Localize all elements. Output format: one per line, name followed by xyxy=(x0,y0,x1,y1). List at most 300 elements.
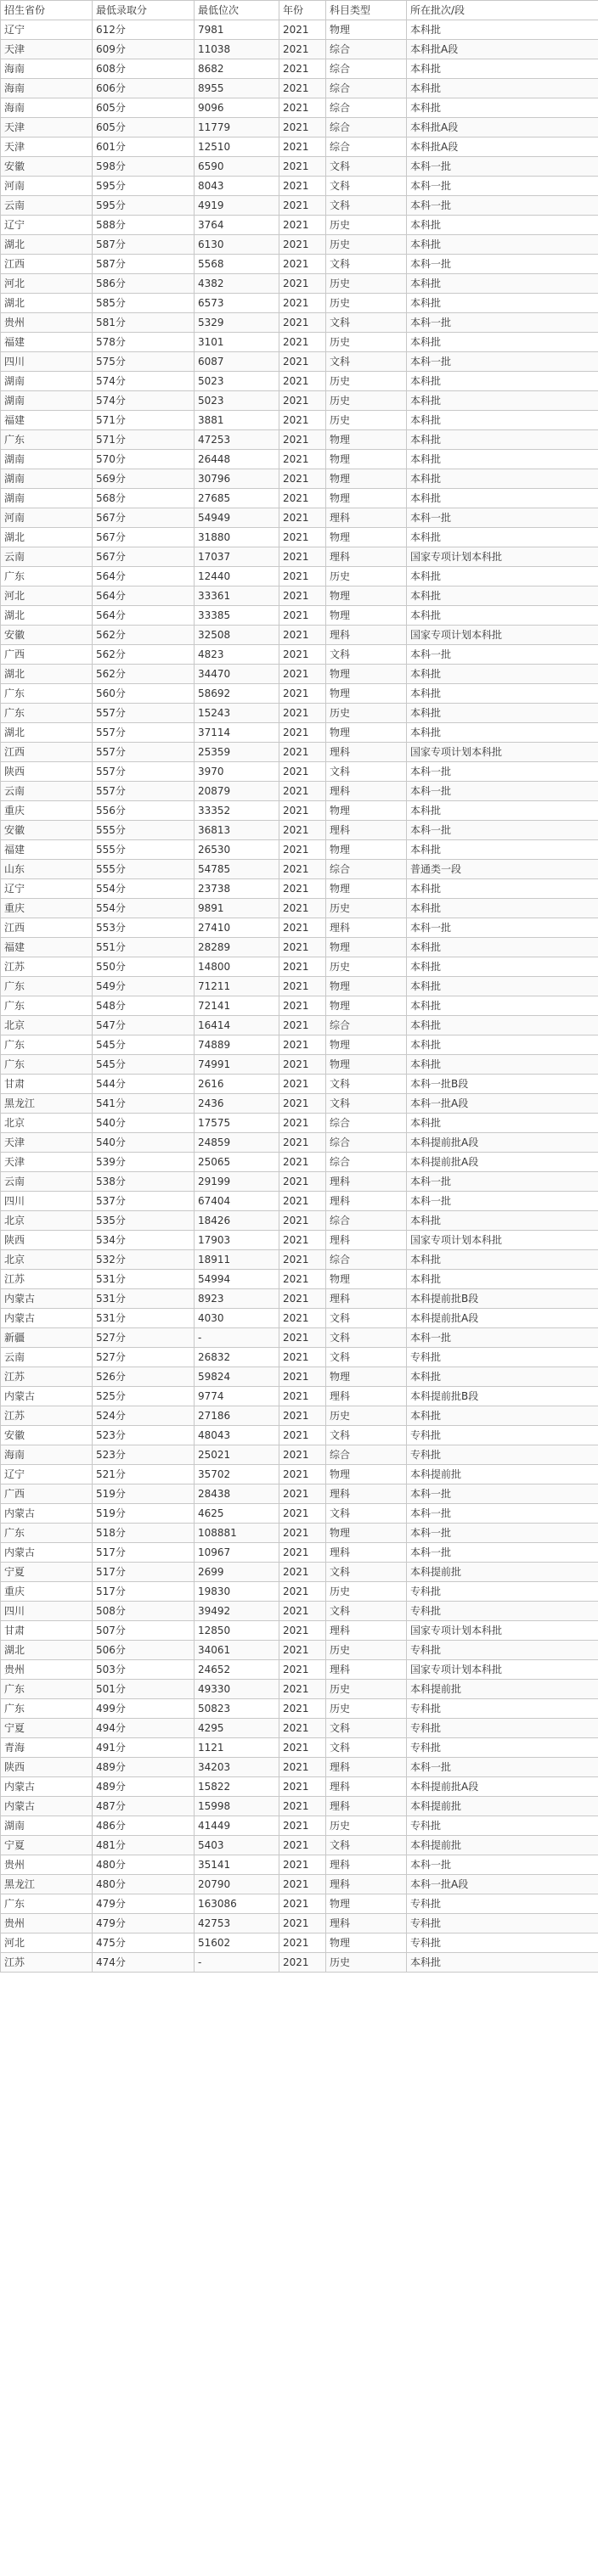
cell-min-rank: 24652 xyxy=(195,1660,279,1680)
cell-min-rank: 71211 xyxy=(195,977,279,996)
cell-batch: 专科批 xyxy=(407,1641,598,1660)
cell-batch: 本科提前批 xyxy=(407,1465,598,1484)
cell-batch: 本科一批 xyxy=(407,313,598,333)
cell-subject-type: 文科 xyxy=(326,762,407,782)
cell-province: 安徽 xyxy=(1,1426,93,1445)
cell-min-score: 527分 xyxy=(93,1348,195,1367)
cell-batch: 本科批 xyxy=(407,801,598,821)
table-row xyxy=(1,216,598,235)
cell-subject-type: 文科 xyxy=(326,1563,407,1582)
cell-min-score: 508分 xyxy=(93,1602,195,1621)
cell-year: 2021 xyxy=(279,645,326,665)
cell-subject-type: 文科 xyxy=(326,645,407,665)
cell-min-rank: 4625 xyxy=(195,1504,279,1524)
cell-min-score: 557分 xyxy=(93,782,195,801)
cell-year: 2021 xyxy=(279,821,326,840)
table-row xyxy=(1,1855,598,1875)
cell-min-rank: 3764 xyxy=(195,216,279,235)
cell-min-score: 506分 xyxy=(93,1641,195,1660)
table-row xyxy=(1,1875,598,1894)
table-row xyxy=(1,137,598,157)
cell-subject-type: 综合 xyxy=(326,137,407,157)
cell-subject-type: 历史 xyxy=(326,567,407,586)
cell-min-score: 531分 xyxy=(93,1309,195,1328)
cell-subject-type: 物理 xyxy=(326,450,407,469)
cell-min-rank: 58692 xyxy=(195,684,279,704)
cell-min-rank: 15998 xyxy=(195,1797,279,1816)
cell-year: 2021 xyxy=(279,1563,326,1582)
cell-batch: 国家专项计划本科批 xyxy=(407,743,598,762)
table-row xyxy=(1,177,598,196)
cell-year: 2021 xyxy=(279,1035,326,1055)
cell-year: 2021 xyxy=(279,40,326,59)
cell-subject-type: 物理 xyxy=(326,879,407,899)
cell-min-rank: 9774 xyxy=(195,1387,279,1406)
cell-min-rank: 27186 xyxy=(195,1406,279,1426)
cell-min-rank: 74991 xyxy=(195,1055,279,1075)
cell-subject-type: 物理 xyxy=(326,977,407,996)
cell-year: 2021 xyxy=(279,450,326,469)
cell-min-score: 532分 xyxy=(93,1250,195,1270)
cell-min-rank: 33385 xyxy=(195,606,279,626)
cell-year: 2021 xyxy=(279,879,326,899)
cell-batch: 本科批 xyxy=(407,20,598,40)
cell-min-rank: 27685 xyxy=(195,489,279,508)
cell-min-score: 486分 xyxy=(93,1816,195,1836)
table-row xyxy=(1,606,598,626)
cell-year: 2021 xyxy=(279,20,326,40)
cell-province: 湖南 xyxy=(1,450,93,469)
cell-subject-type: 历史 xyxy=(326,235,407,255)
cell-year: 2021 xyxy=(279,1289,326,1309)
cell-batch: 本科提前批 xyxy=(407,1836,598,1855)
cell-province: 辽宁 xyxy=(1,1465,93,1484)
table-header-row xyxy=(1,1,598,20)
cell-subject-type: 历史 xyxy=(326,1406,407,1426)
cell-batch: 本科一批 xyxy=(407,1192,598,1211)
table-row xyxy=(1,1777,598,1797)
table-row xyxy=(1,1172,598,1192)
cell-subject-type: 物理 xyxy=(326,1035,407,1055)
table-row xyxy=(1,1075,598,1094)
cell-province: 北京 xyxy=(1,1211,93,1231)
cell-year: 2021 xyxy=(279,1367,326,1387)
cell-min-score: 540分 xyxy=(93,1114,195,1133)
cell-min-score: 581分 xyxy=(93,313,195,333)
cell-batch: 国家专项计划本科批 xyxy=(407,1231,598,1250)
cell-min-rank: 2699 xyxy=(195,1563,279,1582)
cell-min-rank: 3881 xyxy=(195,411,279,430)
cell-province: 安徽 xyxy=(1,626,93,645)
cell-min-rank: - xyxy=(195,1328,279,1348)
cell-year: 2021 xyxy=(279,1114,326,1133)
cell-min-score: 503分 xyxy=(93,1660,195,1680)
table-row xyxy=(1,586,598,606)
table-row xyxy=(1,1738,598,1758)
cell-min-score: 557分 xyxy=(93,723,195,743)
table-row xyxy=(1,1699,598,1719)
cell-subject-type: 理科 xyxy=(326,1758,407,1777)
cell-subject-type: 文科 xyxy=(326,1504,407,1524)
cell-batch: 本科批 xyxy=(407,704,598,723)
table-row xyxy=(1,567,598,586)
cell-min-score: 550分 xyxy=(93,957,195,977)
cell-batch: 本科批 xyxy=(407,1270,598,1289)
table-row xyxy=(1,98,598,118)
cell-year: 2021 xyxy=(279,528,326,547)
cell-min-rank: 12510 xyxy=(195,137,279,157)
cell-batch: 本科批 xyxy=(407,957,598,977)
cell-batch: 国家专项计划本科批 xyxy=(407,1621,598,1641)
cell-year: 2021 xyxy=(279,98,326,118)
cell-subject-type: 物理 xyxy=(326,840,407,860)
cell-batch: 本科批 xyxy=(407,1953,598,1973)
cell-min-rank: 12440 xyxy=(195,567,279,586)
cell-min-score: 545分 xyxy=(93,1055,195,1075)
cell-subject-type: 历史 xyxy=(326,1582,407,1602)
table-row xyxy=(1,1114,598,1133)
cell-subject-type: 物理 xyxy=(326,1894,407,1914)
cell-subject-type: 理科 xyxy=(326,782,407,801)
cell-subject-type: 综合 xyxy=(326,1250,407,1270)
cell-min-rank: 14800 xyxy=(195,957,279,977)
cell-min-rank: 6087 xyxy=(195,352,279,372)
cell-province: 广东 xyxy=(1,1894,93,1914)
cell-batch: 专科批 xyxy=(407,1602,598,1621)
cell-year: 2021 xyxy=(279,1153,326,1172)
table-row xyxy=(1,899,598,918)
cell-batch: 国家专项计划本科批 xyxy=(407,1660,598,1680)
cell-province: 四川 xyxy=(1,1602,93,1621)
cell-province: 湖北 xyxy=(1,606,93,626)
cell-subject-type: 理科 xyxy=(326,508,407,528)
cell-year: 2021 xyxy=(279,1933,326,1953)
table-row xyxy=(1,1582,598,1602)
cell-min-score: 564分 xyxy=(93,586,195,606)
cell-batch: 本科批 xyxy=(407,665,598,684)
cell-year: 2021 xyxy=(279,586,326,606)
cell-subject-type: 历史 xyxy=(326,1680,407,1699)
cell-min-rank: 5023 xyxy=(195,391,279,411)
cell-min-rank: 8955 xyxy=(195,79,279,98)
cell-subject-type: 物理 xyxy=(326,489,407,508)
cell-min-rank: 59824 xyxy=(195,1367,279,1387)
table-row xyxy=(1,1211,598,1231)
cell-year: 2021 xyxy=(279,1192,326,1211)
header-min-rank: 最低位次 xyxy=(195,1,279,20)
cell-min-score: 555分 xyxy=(93,860,195,879)
cell-year: 2021 xyxy=(279,1270,326,1289)
cell-batch: 本科一批 xyxy=(407,196,598,216)
cell-year: 2021 xyxy=(279,157,326,177)
cell-province: 北京 xyxy=(1,1250,93,1270)
cell-batch: 专科批 xyxy=(407,1719,598,1738)
cell-province: 湖南 xyxy=(1,469,93,489)
cell-subject-type: 综合 xyxy=(326,98,407,118)
cell-min-score: 587分 xyxy=(93,235,195,255)
cell-year: 2021 xyxy=(279,372,326,391)
cell-subject-type: 历史 xyxy=(326,216,407,235)
cell-province: 湖北 xyxy=(1,1641,93,1660)
cell-min-score: 549分 xyxy=(93,977,195,996)
cell-province: 江西 xyxy=(1,255,93,274)
cell-min-rank: 29199 xyxy=(195,1172,279,1192)
cell-province: 贵州 xyxy=(1,1914,93,1933)
cell-min-score: 517分 xyxy=(93,1563,195,1582)
table-row xyxy=(1,801,598,821)
table-row xyxy=(1,1406,598,1426)
table-row xyxy=(1,1016,598,1035)
cell-province: 四川 xyxy=(1,1192,93,1211)
table-row xyxy=(1,743,598,762)
cell-subject-type: 文科 xyxy=(326,1426,407,1445)
cell-province: 内蒙古 xyxy=(1,1309,93,1328)
table-row xyxy=(1,1445,598,1465)
cell-subject-type: 文科 xyxy=(326,1328,407,1348)
cell-year: 2021 xyxy=(279,1133,326,1153)
cell-batch: 本科一批 xyxy=(407,508,598,528)
table-row xyxy=(1,1543,598,1563)
cell-batch: 本科一批 xyxy=(407,1543,598,1563)
cell-min-rank: 9891 xyxy=(195,899,279,918)
cell-subject-type: 物理 xyxy=(326,586,407,606)
cell-subject-type: 物理 xyxy=(326,1367,407,1387)
cell-year: 2021 xyxy=(279,606,326,626)
header-min-score: 最低录取分 xyxy=(93,1,195,20)
cell-province: 安徽 xyxy=(1,821,93,840)
table-row xyxy=(1,723,598,743)
cell-subject-type: 综合 xyxy=(326,1133,407,1153)
cell-province: 黑龙江 xyxy=(1,1875,93,1894)
cell-province: 云南 xyxy=(1,1172,93,1192)
table-row xyxy=(1,1289,598,1309)
cell-subject-type: 理科 xyxy=(326,1914,407,1933)
cell-min-rank: 26832 xyxy=(195,1348,279,1367)
cell-province: 河南 xyxy=(1,177,93,196)
cell-min-rank: 19830 xyxy=(195,1582,279,1602)
cell-year: 2021 xyxy=(279,704,326,723)
cell-subject-type: 理科 xyxy=(326,1797,407,1816)
cell-year: 2021 xyxy=(279,177,326,196)
cell-min-rank: 4823 xyxy=(195,645,279,665)
cell-year: 2021 xyxy=(279,1465,326,1484)
cell-min-rank: 23738 xyxy=(195,879,279,899)
cell-year: 2021 xyxy=(279,1250,326,1270)
cell-subject-type: 历史 xyxy=(326,704,407,723)
cell-subject-type: 理科 xyxy=(326,547,407,567)
cell-year: 2021 xyxy=(279,1094,326,1114)
cell-min-rank: 3970 xyxy=(195,762,279,782)
cell-year: 2021 xyxy=(279,1914,326,1933)
cell-min-score: 517分 xyxy=(93,1543,195,1563)
cell-batch: 本科批 xyxy=(407,879,598,899)
cell-year: 2021 xyxy=(279,1172,326,1192)
cell-batch: 本科提前批 xyxy=(407,1563,598,1582)
cell-subject-type: 理科 xyxy=(326,821,407,840)
cell-year: 2021 xyxy=(279,1602,326,1621)
cell-subject-type: 综合 xyxy=(326,40,407,59)
cell-batch: 本科提前批A段 xyxy=(407,1309,598,1328)
cell-province: 广东 xyxy=(1,684,93,704)
table-row xyxy=(1,977,598,996)
cell-batch: 专科批 xyxy=(407,1914,598,1933)
cell-year: 2021 xyxy=(279,860,326,879)
cell-batch: 本科批 xyxy=(407,840,598,860)
cell-province: 天津 xyxy=(1,1133,93,1153)
cell-year: 2021 xyxy=(279,1387,326,1406)
table-row xyxy=(1,1192,598,1211)
table-row xyxy=(1,508,598,528)
cell-province: 湖南 xyxy=(1,1816,93,1836)
table-row xyxy=(1,1270,598,1289)
cell-min-rank: 15243 xyxy=(195,704,279,723)
cell-province: 内蒙古 xyxy=(1,1543,93,1563)
cell-year: 2021 xyxy=(279,118,326,137)
cell-min-score: 494分 xyxy=(93,1719,195,1738)
table-row xyxy=(1,313,598,333)
cell-year: 2021 xyxy=(279,626,326,645)
cell-year: 2021 xyxy=(279,1797,326,1816)
cell-province: 海南 xyxy=(1,59,93,79)
cell-year: 2021 xyxy=(279,1075,326,1094)
cell-min-score: 501分 xyxy=(93,1680,195,1699)
table-row xyxy=(1,450,598,469)
cell-province: 福建 xyxy=(1,333,93,352)
table-row xyxy=(1,333,598,352)
cell-batch: 本科批 xyxy=(407,1211,598,1231)
cell-year: 2021 xyxy=(279,743,326,762)
table-row xyxy=(1,840,598,860)
cell-province: 江苏 xyxy=(1,1270,93,1289)
cell-min-score: 547分 xyxy=(93,1016,195,1035)
cell-year: 2021 xyxy=(279,137,326,157)
cell-year: 2021 xyxy=(279,1719,326,1738)
cell-batch: 本科批A段 xyxy=(407,118,598,137)
cell-year: 2021 xyxy=(279,333,326,352)
cell-year: 2021 xyxy=(279,235,326,255)
cell-min-score: 479分 xyxy=(93,1894,195,1914)
cell-batch: 本科一批 xyxy=(407,1758,598,1777)
cell-min-score: 571分 xyxy=(93,430,195,450)
cell-batch: 本科批 xyxy=(407,528,598,547)
cell-province: 江西 xyxy=(1,743,93,762)
table-row xyxy=(1,938,598,957)
cell-min-score: 606分 xyxy=(93,79,195,98)
cell-subject-type: 历史 xyxy=(326,957,407,977)
cell-batch: 专科批 xyxy=(407,1699,598,1719)
cell-min-rank: 37114 xyxy=(195,723,279,743)
cell-batch: 本科批 xyxy=(407,430,598,450)
table-row xyxy=(1,294,598,313)
cell-subject-type: 物理 xyxy=(326,469,407,489)
table-row xyxy=(1,918,598,938)
cell-province: 重庆 xyxy=(1,1582,93,1602)
cell-min-score: 499分 xyxy=(93,1699,195,1719)
header-subject-type: 科目类型 xyxy=(326,1,407,20)
cell-subject-type: 文科 xyxy=(326,352,407,372)
cell-province: 山东 xyxy=(1,860,93,879)
cell-min-rank: 8923 xyxy=(195,1289,279,1309)
cell-batch: 本科一批 xyxy=(407,918,598,938)
cell-subject-type: 物理 xyxy=(326,684,407,704)
cell-batch: 本科批 xyxy=(407,1250,598,1270)
cell-year: 2021 xyxy=(279,1875,326,1894)
cell-min-score: 517分 xyxy=(93,1582,195,1602)
cell-min-score: 534分 xyxy=(93,1231,195,1250)
cell-min-score: 491分 xyxy=(93,1738,195,1758)
cell-min-score: 585分 xyxy=(93,294,195,313)
cell-batch: 本科批 xyxy=(407,977,598,996)
cell-subject-type: 文科 xyxy=(326,196,407,216)
cell-min-rank: 108881 xyxy=(195,1524,279,1543)
cell-min-rank: 6590 xyxy=(195,157,279,177)
cell-province: 海南 xyxy=(1,1445,93,1465)
cell-min-rank: 48043 xyxy=(195,1426,279,1445)
table-row xyxy=(1,1816,598,1836)
cell-subject-type: 物理 xyxy=(326,430,407,450)
table-row xyxy=(1,1504,598,1524)
cell-batch: 国家专项计划本科批 xyxy=(407,626,598,645)
cell-year: 2021 xyxy=(279,1836,326,1855)
cell-province: 天津 xyxy=(1,1153,93,1172)
cell-min-rank: 39492 xyxy=(195,1602,279,1621)
table-row xyxy=(1,1563,598,1582)
cell-min-score: 601分 xyxy=(93,137,195,157)
cell-batch: 本科批 xyxy=(407,489,598,508)
cell-min-score: 489分 xyxy=(93,1777,195,1797)
cell-min-rank: 3101 xyxy=(195,333,279,352)
cell-subject-type: 文科 xyxy=(326,177,407,196)
cell-year: 2021 xyxy=(279,665,326,684)
cell-min-score: 568分 xyxy=(93,489,195,508)
cell-year: 2021 xyxy=(279,723,326,743)
cell-year: 2021 xyxy=(279,1211,326,1231)
cell-province: 湖南 xyxy=(1,489,93,508)
cell-subject-type: 历史 xyxy=(326,274,407,294)
cell-year: 2021 xyxy=(279,469,326,489)
cell-year: 2021 xyxy=(279,1953,326,1973)
cell-min-score: 475分 xyxy=(93,1933,195,1953)
table-row xyxy=(1,1602,598,1621)
cell-province: 福建 xyxy=(1,938,93,957)
cell-min-score: 605分 xyxy=(93,98,195,118)
cell-year: 2021 xyxy=(279,411,326,430)
cell-min-rank: 5403 xyxy=(195,1836,279,1855)
cell-min-score: 555分 xyxy=(93,821,195,840)
cell-min-score: 545分 xyxy=(93,1035,195,1055)
cell-province: 陕西 xyxy=(1,762,93,782)
table-row xyxy=(1,1621,598,1641)
cell-province: 天津 xyxy=(1,118,93,137)
table-row xyxy=(1,372,598,391)
cell-batch: 本科批 xyxy=(407,79,598,98)
cell-subject-type: 物理 xyxy=(326,1270,407,1289)
cell-min-rank: 5023 xyxy=(195,372,279,391)
cell-province: 宁夏 xyxy=(1,1719,93,1738)
cell-year: 2021 xyxy=(279,938,326,957)
cell-subject-type: 文科 xyxy=(326,1309,407,1328)
cell-subject-type: 综合 xyxy=(326,59,407,79)
cell-batch: 本科批 xyxy=(407,684,598,704)
table-row xyxy=(1,1153,598,1172)
cell-min-score: 541分 xyxy=(93,1094,195,1114)
cell-year: 2021 xyxy=(279,1016,326,1035)
cell-province: 四川 xyxy=(1,352,93,372)
cell-batch: 本科批A段 xyxy=(407,137,598,157)
cell-min-score: 523分 xyxy=(93,1426,195,1445)
cell-year: 2021 xyxy=(279,1504,326,1524)
table-row xyxy=(1,274,598,294)
